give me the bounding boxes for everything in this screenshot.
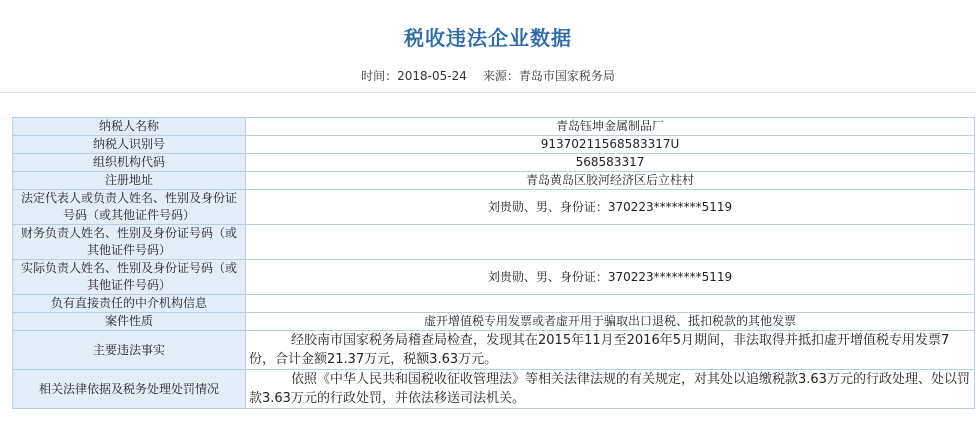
publish-date: 2018-05-24 (397, 69, 467, 83)
row-value: 568583317 (246, 154, 975, 172)
row-label: 财务负责人姓名、性别及身份证号码（或其他证件号码） (13, 225, 246, 260)
row-value: 经胶南市国家税务局稽查局检查，发现其在2015年11月至2016年5月期间，非法取得并抵扣虚开增值税专用发票7份，合计金额21.37万元，税额3.63万元。 (246, 331, 975, 370)
table-row (13, 190, 975, 225)
row-label: 实际负责人姓名、性别及身份证号码（或其他证件号码） (13, 260, 246, 295)
row-value: 虚开增值税专用发票或者虚开用于骗取出口退税、抵扣税款的其他发票 (246, 313, 975, 331)
table-row (13, 172, 975, 190)
row-value: 刘贵勋、男、身份证：370223********5119 (246, 260, 975, 295)
source-label: 来源： (482, 69, 519, 83)
table-row (13, 225, 975, 260)
row-label: 法定代表人或负责人姓名、性别及身份证号码（或其他证件号码） (13, 190, 246, 225)
row-label: 纳税人识别号 (13, 136, 246, 154)
table-row (13, 154, 975, 172)
time-label: 时间： (361, 69, 398, 83)
row-label: 负有直接责任的中介机构信息 (13, 295, 246, 313)
header-divider (0, 92, 976, 93)
table-row (13, 370, 975, 409)
row-label: 主要违法事实 (13, 331, 246, 370)
row-label: 纳税人名称 (13, 118, 246, 136)
row-label: 案件性质 (13, 313, 246, 331)
table-row (13, 331, 975, 370)
table-row (13, 295, 975, 313)
row-value: 91370211568583317U (246, 136, 975, 154)
row-value (246, 225, 975, 260)
row-value: 青岛钰坤金属制品厂 (246, 118, 975, 136)
meta-line (0, 67, 976, 84)
table-row (13, 260, 975, 295)
row-value: 青岛黄岛区胶河经济区后立柱村 (246, 172, 975, 190)
table-row (13, 313, 975, 331)
row-label: 注册地址 (13, 172, 246, 190)
source-name: 青岛市国家税务局 (518, 69, 615, 83)
table-row (13, 136, 975, 154)
row-value: 依照《中华人民共和国税收征收管理法》等相关法律法规的有关规定，对其处以追缴税款3.63万元的行政处理、处以罚款3.63万元的行政处罚，并依法移送司法机关。 (246, 370, 975, 409)
row-value: 刘贵勋、男、身份证：370223********5119 (246, 190, 975, 225)
taxpayer-info-table (12, 117, 975, 409)
row-label: 组织机构代码 (13, 154, 246, 172)
row-value (246, 295, 975, 313)
page-title: 税收违法企业数据 (404, 26, 572, 50)
table-row (13, 118, 975, 136)
row-label: 相关法律依据及税务处理处罚情况 (13, 370, 246, 409)
